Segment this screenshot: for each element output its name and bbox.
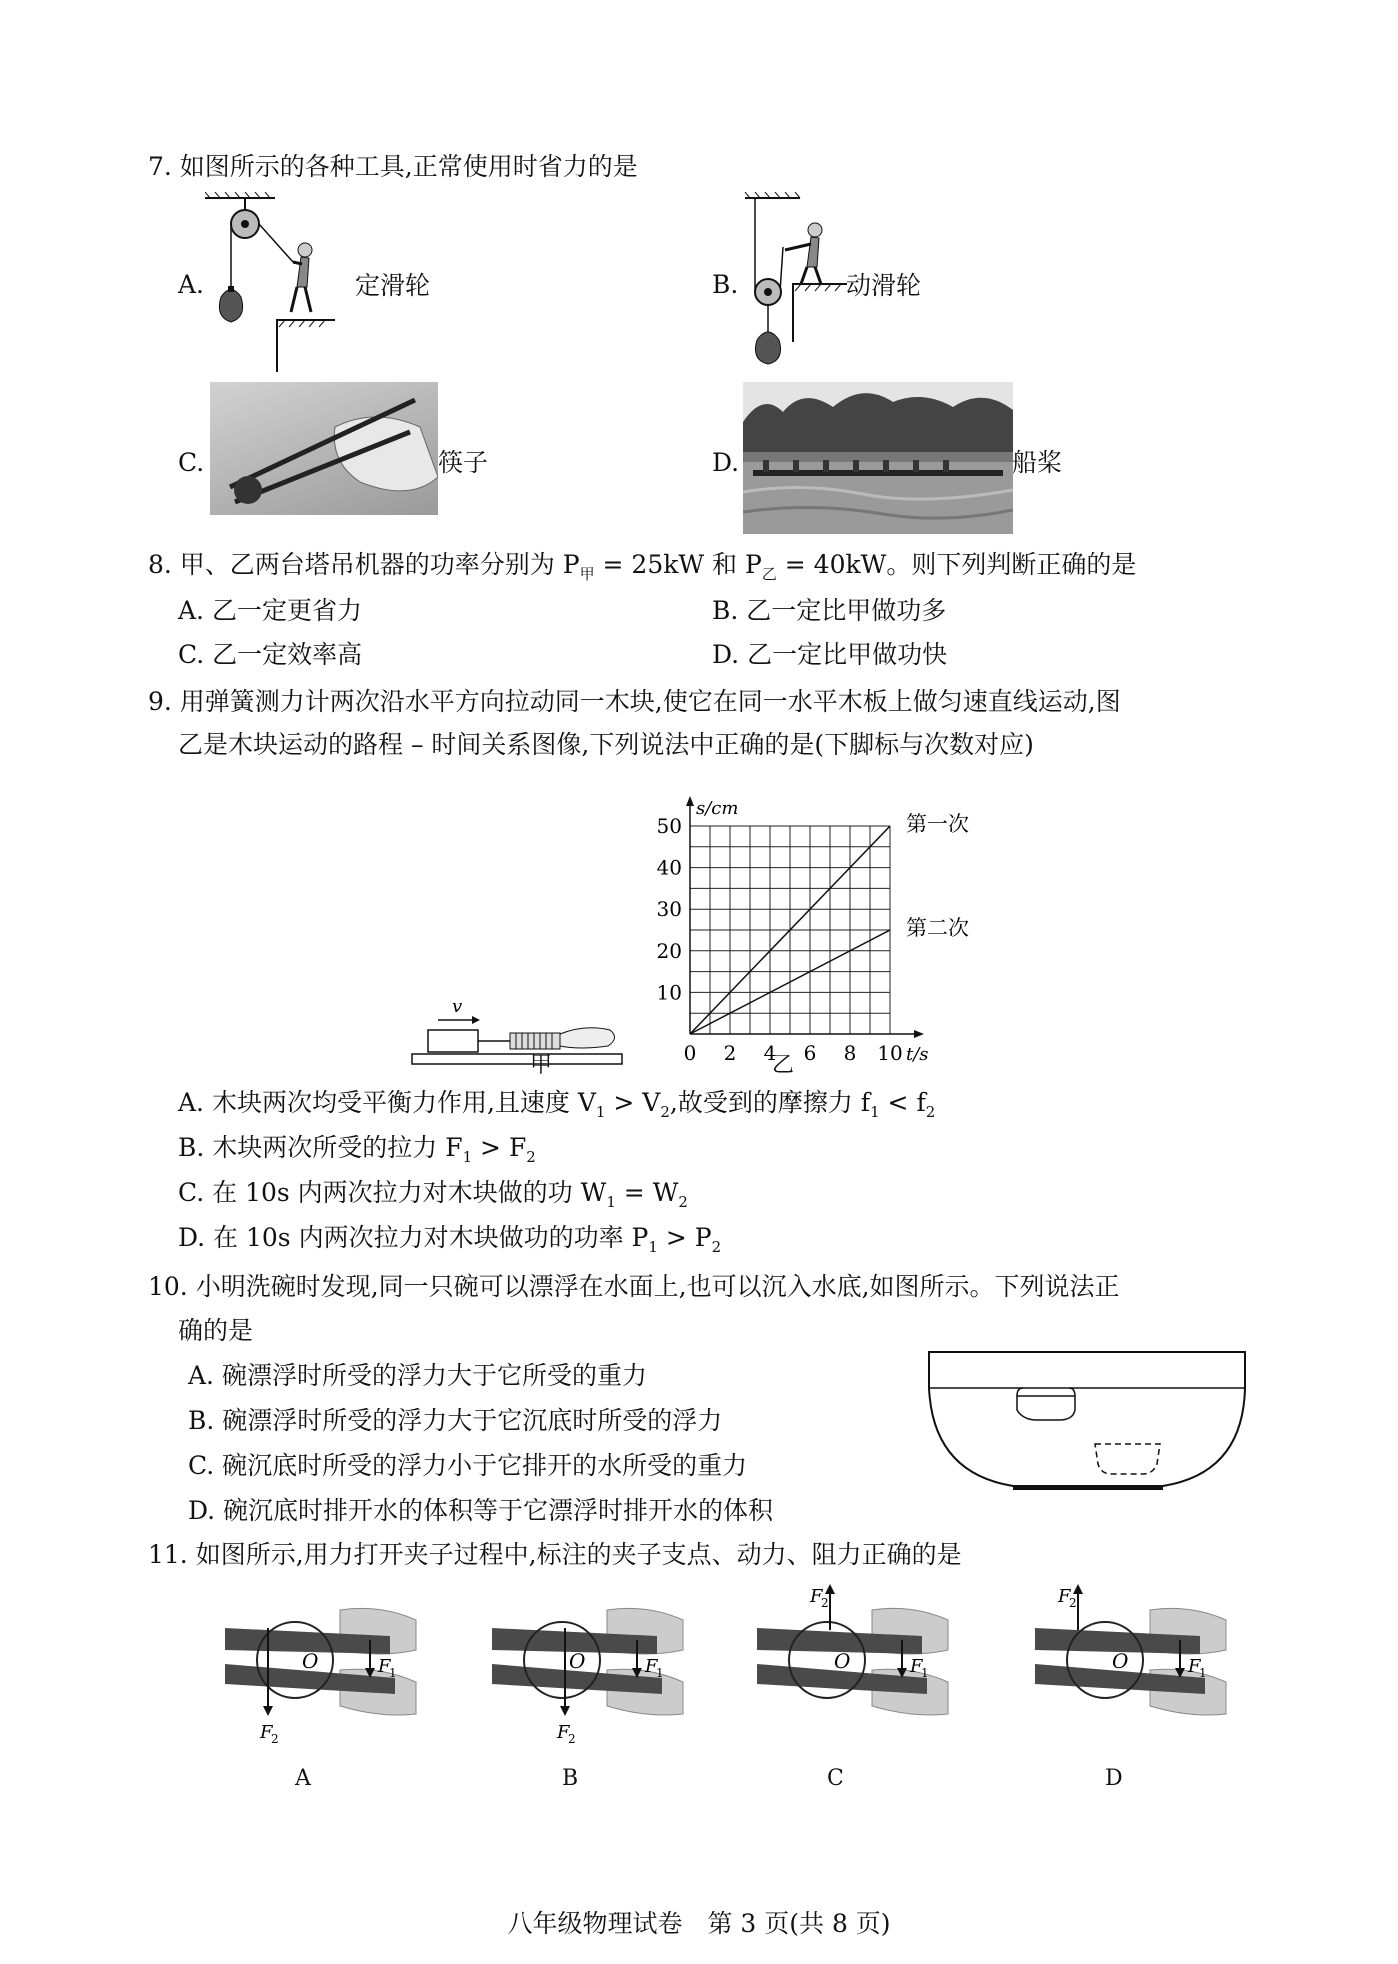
velocity-label: v	[452, 996, 463, 1017]
f1-sub: 1	[1199, 1666, 1207, 1680]
q8-option-c: C. 乙一定效率高	[178, 640, 363, 669]
f1-sub: 1	[921, 1666, 929, 1680]
q7-option-c-letter: C.	[178, 448, 205, 477]
q9-line1: 9. 用弹簧测力计两次沿水平方向拉动同一木块,使它在同一水平木板上做匀速直线运动,图	[148, 687, 1121, 716]
q9-option-d: D. 在 10s 内两次拉力对木块做功的功率 $P_1 > P_2$	[178, 1223, 722, 1256]
f2-label: F	[1058, 1586, 1071, 1607]
f1-sub: 1	[656, 1666, 664, 1680]
q7-option-b-label: 动滑轮	[846, 271, 922, 300]
fulcrum-label: O	[834, 1649, 851, 1673]
q8-option-d: D. 乙一定比甲做功快	[712, 640, 948, 669]
q11-stem: 11. 如图所示,用力打开夹子过程中,标注的夹子支点、动力、阻力正确的是	[148, 1540, 962, 1569]
f1-label: F	[378, 1656, 391, 1677]
chopsticks-photo	[210, 382, 438, 515]
fixed-pulley-figure	[205, 192, 340, 372]
y-tick-label: 40	[656, 855, 682, 880]
f2-arrow-head	[560, 1706, 570, 1716]
q7-option-a-letter: A.	[178, 270, 205, 299]
f1-sub: 1	[389, 1666, 397, 1680]
q9-option-c: C. 在 10s 内两次拉力对木块做的功 $W_1 = W_2$	[178, 1178, 688, 1211]
movable-pulley-figure	[735, 192, 850, 372]
fulcrum-label: O	[1112, 1649, 1129, 1673]
fulcrum-label: O	[302, 1649, 319, 1673]
bowl-basin-figure	[925, 1348, 1250, 1493]
f2-sub: 2	[1069, 1596, 1077, 1610]
y-tick-label: 30	[656, 897, 682, 922]
q9-option-a: A. 木块两次均受平衡力作用,且速度 $V_1 > V_2$,故受到的摩擦力 $f_1 < f_2$	[178, 1088, 936, 1121]
clip-figure-a	[220, 1600, 420, 1750]
q10-option-d: D. 碗沉底时排开水的体积等于它漂浮时排开水的体积	[188, 1496, 774, 1525]
rowing-photo	[743, 382, 1013, 534]
q10-option-a: A. 碗漂浮时所受的浮力大于它所受的重力	[188, 1361, 647, 1390]
clip-figure-b	[487, 1600, 687, 1750]
x-axis-arrow	[914, 1030, 924, 1038]
q10-option-b: B. 碗漂浮时所受的浮力大于它沉底时所受的浮力	[188, 1406, 723, 1435]
f2-arrow-head	[1073, 1584, 1083, 1594]
x-tick-label: 2	[723, 1041, 737, 1065]
q8-stem: 8. 甲、乙两台塔吊机器的功率分别为 $P_甲 = 25kW$ 和 $P_乙 = 40kW$。则下列判断正确的是	[148, 550, 1137, 583]
x-axis-label: t/s	[906, 1044, 929, 1065]
x-tick-label: 10	[877, 1041, 903, 1065]
q10-line2: 确的是	[178, 1316, 254, 1345]
y-tick-label: 50	[656, 814, 682, 838]
y-axis-label: s/cm	[696, 798, 739, 819]
q7-option-d-letter: D.	[712, 448, 740, 477]
fig-jia-caption: 甲	[530, 1053, 553, 1078]
f2-label: F	[810, 1586, 823, 1607]
q9-option-b: B. 木块两次所受的拉力 $F_1 > F_2$	[178, 1133, 536, 1166]
f1-label: F	[910, 1656, 923, 1677]
y-tick-label: 10	[656, 980, 682, 1005]
f1-label: F	[645, 1656, 658, 1677]
q9-line2: 乙是木块运动的路程 – 时间关系图像,下列说法中正确的是(下脚标与次数对应)	[178, 730, 1034, 759]
q8-option-a: A. 乙一定更省力	[178, 596, 362, 625]
clip-letter-d: D	[1105, 1766, 1123, 1791]
f2-sub: 2	[568, 1732, 576, 1746]
y-tick-label: 20	[656, 938, 682, 963]
f2-label: F	[557, 1722, 570, 1743]
x-tick-label: 6	[803, 1041, 817, 1065]
f1-label: F	[1188, 1656, 1201, 1677]
clip-letter-b: B	[562, 1766, 579, 1791]
f2-sub: 2	[271, 1732, 279, 1746]
clip-letter-c: C	[827, 1766, 844, 1791]
series-label-2: 第二次	[906, 916, 969, 940]
f2-sub: 2	[821, 1596, 829, 1610]
spring-scale-figure	[410, 988, 625, 1068]
y-axis-arrow	[686, 796, 694, 806]
x-tick-label: 4	[763, 1041, 777, 1065]
st-chart	[640, 776, 980, 1066]
fulcrum-label: O	[569, 1649, 586, 1673]
f2-arrow-head	[825, 1584, 835, 1594]
q7-option-a-label: 定滑轮	[355, 271, 431, 300]
q10-option-c: C. 碗沉底时所受的浮力小于它排开的水所受的重力	[188, 1451, 748, 1480]
x-tick-label: 0	[683, 1041, 697, 1065]
series-label-1: 第一次	[906, 812, 969, 836]
clip-letter-a: A	[295, 1766, 311, 1791]
clip-figure-c	[752, 1575, 952, 1725]
floating-bowl	[1017, 1396, 1075, 1420]
fig-yi-caption: 乙	[772, 1053, 795, 1078]
q7-option-c-label: 筷子	[438, 448, 489, 477]
q7-option-b-letter: B.	[712, 270, 739, 299]
f2-label: F	[260, 1722, 273, 1743]
q8-option-b: B. 乙一定比甲做功多	[712, 596, 947, 625]
f2-arrow-head	[263, 1706, 273, 1716]
x-tick-label: 8	[843, 1041, 857, 1065]
q7-stem: 7. 如图所示的各种工具,正常使用时省力的是	[148, 152, 638, 181]
page-footer: 八年级物理试卷 第 3 页(共 8 页)	[507, 1909, 891, 1938]
q7-option-d-label: 船桨	[1012, 448, 1063, 477]
q10-line1: 10. 小明洗碗时发现,同一只碗可以漂浮在水面上,也可以沉入水底,如图所示。下列说法正	[148, 1272, 1120, 1301]
clip-figure-d	[1030, 1575, 1230, 1725]
